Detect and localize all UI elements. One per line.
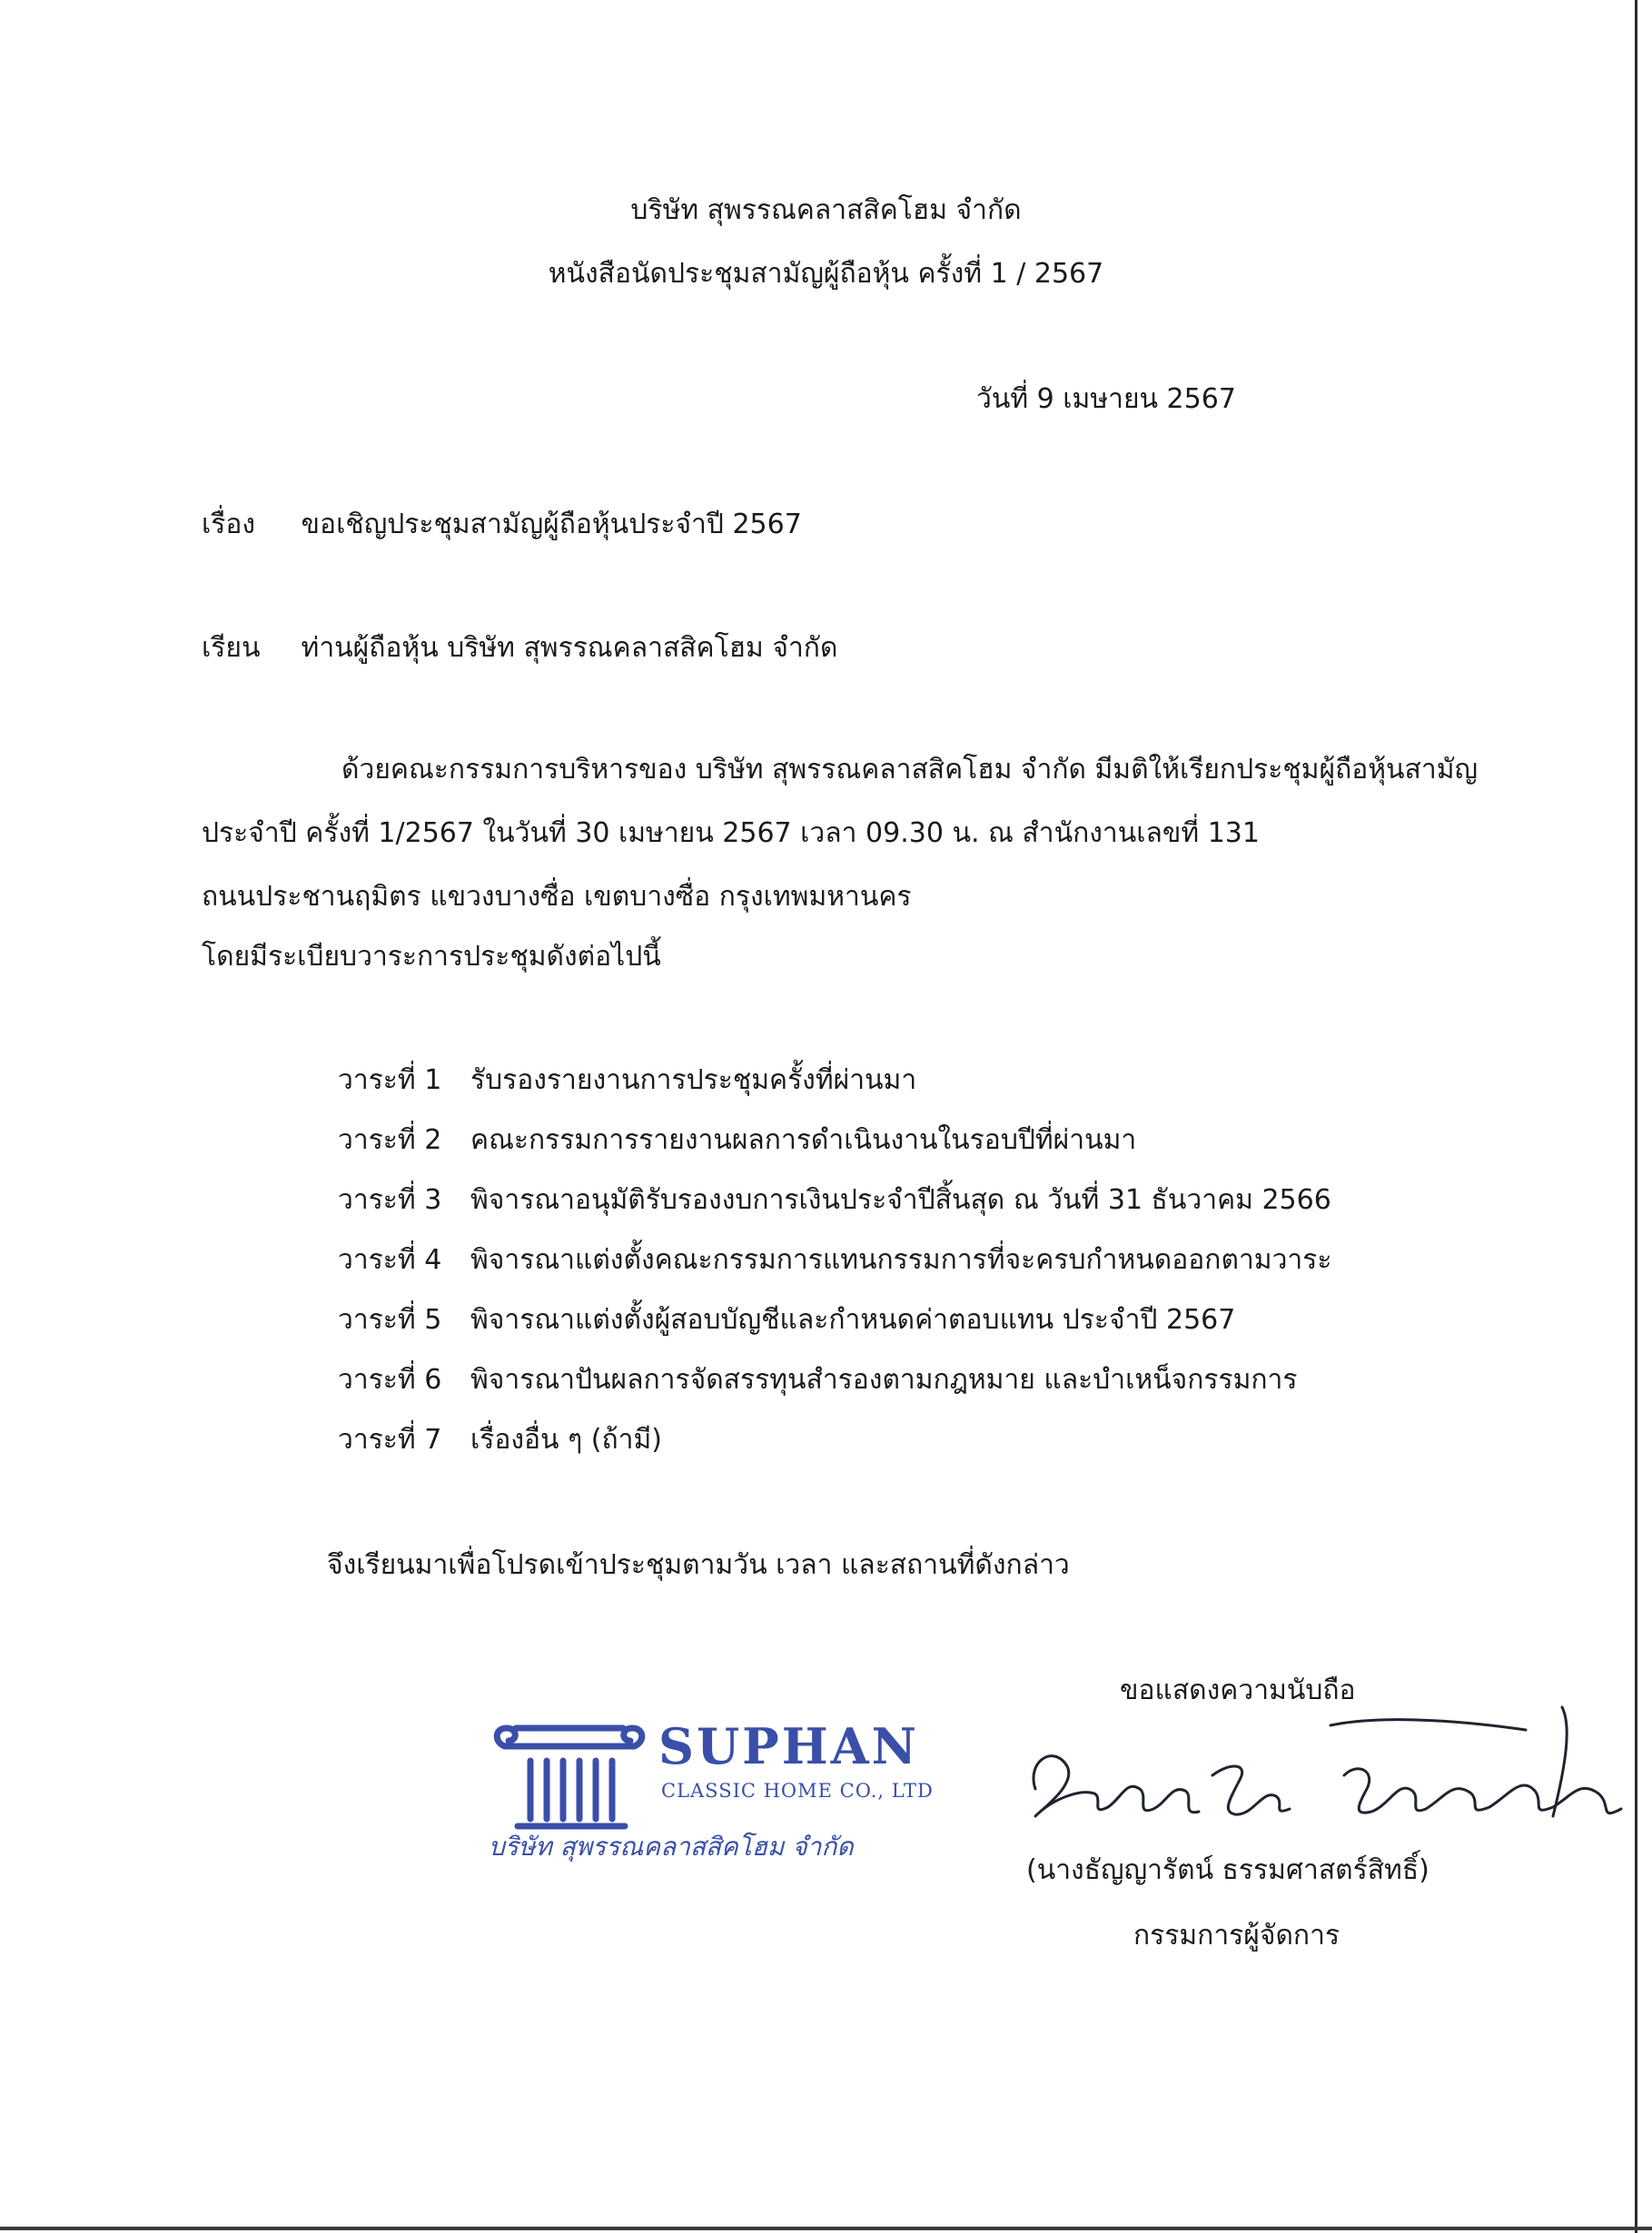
subject-line — [202, 507, 802, 543]
signatory-name: (นางธัญญารัตน์ ธรรมศาสตร์สิทธิ์) — [1026, 1854, 1429, 1886]
body-line-3: ถนนประชานฤมิตร แขวงบางซื่อ เขตบางซื่อ กรุงเทพมหานคร — [202, 881, 912, 913]
body-line-1: ด้วยคณะกรรมการบริหารของ บริษัท สุพรรณคลาสสิคโฮม จำกัด มีมติให้เรียกประชุมผู้ถือหุ้นสามัญ — [341, 754, 1479, 786]
closing-line: จึงเรียนมาเพื่อโปรดเข้าประชุมตามวัน เวลา และสถานที่ดังกล่าว — [327, 1549, 1070, 1581]
seal-thai-name: บริษัท สุพรรณคลาสสิคโฮม จำกัด — [489, 1832, 854, 1862]
agenda-text: พิจารณาแต่งตั้งคณะกรรมการแทนกรรมการที่จะครบกำหนดออกตามวาระ — [470, 1244, 1332, 1276]
agenda-number: วาระที่ 4 — [338, 1244, 442, 1276]
agenda-number: วาระที่ 3 — [338, 1184, 442, 1216]
company-seal — [489, 1717, 972, 1866]
agenda-text: รับรองรายงานการประชุมครั้งที่ผ่านมา — [470, 1064, 917, 1096]
regards-text: ขอแสดงความนับถือ — [1120, 1675, 1356, 1706]
body-line-4: โดยมีระเบียบวาระการประชุมดังต่อไปนี้ — [202, 941, 661, 973]
signatory-position: กรรมการผู้จัดการ — [1133, 1920, 1340, 1951]
page-edge-bottom — [0, 2227, 1652, 2230]
agenda-text: พิจารณาปันผลการจัดสรรทุนสำรองตามกฎหมาย และบำเหน็จกรรมการ — [470, 1364, 1298, 1396]
agenda-text: พิจารณาแต่งตั้งผู้สอบบัญชีและกำหนดค่าตอบแทน ประจำปี 2567 — [470, 1304, 1236, 1336]
document-date: วันที่ 9 เมษายน 2567 — [976, 383, 1236, 415]
agenda-number: วาระที่ 5 — [338, 1304, 442, 1336]
subject-text: ขอเชิญประชุมสามัญผู้ถือหุ้นประจำปี 2567 — [301, 509, 802, 540]
agenda-number: วาระที่ 2 — [338, 1124, 442, 1156]
subject-label: เรื่อง — [202, 509, 256, 540]
agenda-number: วาระที่ 7 — [338, 1424, 442, 1456]
recipient-text: ท่านผู้ถือหุ้น บริษัท สุพรรณคลาสสิคโฮม จำกัด — [301, 632, 838, 664]
agenda-text: คณะกรรมการรายงานผลการดำเนินงานในรอบปีที่ผ่านมา — [470, 1124, 1137, 1156]
agenda-number: วาระที่ 6 — [338, 1364, 442, 1396]
handwritten-signature — [1017, 1689, 1644, 1871]
document-title: หนังสือนัดประชุมสามัญผู้ถือหุ้น ครั้งที่ 1 / 2567 — [548, 258, 1104, 290]
seal-brand: SUPHAN — [658, 1717, 919, 1775]
agenda-number: วาระที่ 1 — [338, 1064, 442, 1096]
page-edge-right — [1635, 0, 1637, 2233]
agenda-text: พิจารณาอนุมัติรับรองงบการเงินประจำปีสิ้นสุด ณ วันที่ 31 ธันวาคม 2566 — [470, 1184, 1331, 1216]
recipient-label: เรียน — [202, 632, 261, 664]
company-name: บริษัท สุพรรณคลาสสิคโฮม จำกัด — [630, 194, 1022, 226]
agenda-text: เรื่องอื่น ๆ (ถ้ามี) — [470, 1424, 662, 1456]
body-line-2: ประจำปี ครั้งที่ 1/2567 ในวันที่ 30 เมษายน 2567 เวลา 09.30 น. ณ สำนักงานเลขที่ 131 — [202, 817, 1260, 849]
seal-subtitle: CLASSIC HOME CO., LTD — [661, 1780, 934, 1802]
signature-icon — [1017, 1689, 1644, 1871]
recipient-line — [202, 630, 837, 667]
